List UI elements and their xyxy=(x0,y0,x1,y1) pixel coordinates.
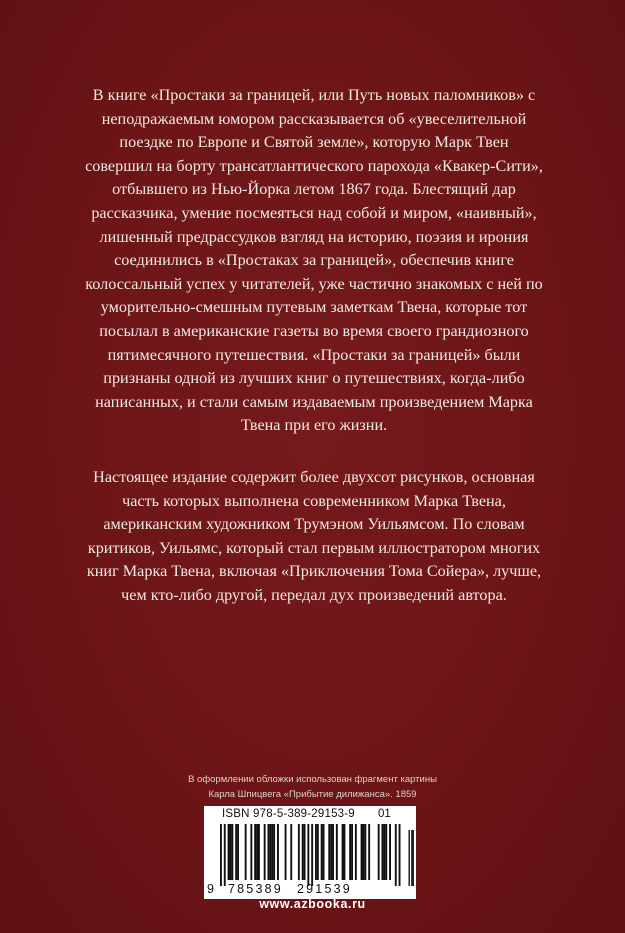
barcode-bar-14 xyxy=(269,824,271,880)
barcode-bar-3 xyxy=(230,824,232,880)
barcode-bar-0 xyxy=(220,824,222,886)
isbn-number: ISBN 978-5-389-29153-9 xyxy=(222,808,355,820)
barcode-bar-39 xyxy=(363,824,365,880)
publisher-website[interactable]: www.azbooka.ru xyxy=(259,897,366,911)
barcode-bar-18 xyxy=(285,824,287,880)
isbn-barcode xyxy=(204,806,416,899)
barcode-bar-44 xyxy=(383,824,385,880)
barcode-bar-19 xyxy=(290,824,292,880)
barcode-bar-27 xyxy=(321,824,323,880)
barcode-bar-1 xyxy=(224,824,226,886)
barcode-bar-24 xyxy=(311,824,313,886)
barcode-bar-46 xyxy=(389,824,391,880)
barcode-bar-26 xyxy=(317,824,319,880)
barcode-bar-29 xyxy=(328,824,330,880)
barcode-bar-34 xyxy=(344,824,346,880)
barcode-bar-7 xyxy=(245,824,247,880)
barcode-bar-20 xyxy=(298,824,300,880)
barcode-bar-21 xyxy=(302,824,304,880)
barcode-bar-4 xyxy=(231,824,233,880)
credit-line-2: Карла Шпицвега «Прибытие дилижанса». 1859 xyxy=(208,789,417,800)
barcode-bar-16 xyxy=(273,824,275,880)
addon-bar-2 xyxy=(411,830,412,886)
barcode-bar-10 xyxy=(256,824,258,880)
barcode-bar-2 xyxy=(228,824,230,880)
barcode-bar-5 xyxy=(235,824,237,880)
barcode-bar-36 xyxy=(351,824,353,880)
barcode-bar-37 xyxy=(355,824,357,880)
barcode-bar-15 xyxy=(271,824,273,880)
barcode-left-group: 785389 xyxy=(228,882,283,896)
barcode-bar-47 xyxy=(395,824,397,886)
annotation-paragraph-2: Настоящее издание содержит более двухсот рисунков, основная часть которых выполнена современником Марка Твена, американским художником Трумэном Уильямсом. По словам критиков, Уильямс, который стал первым иллюстратором многих книг Марка Твена, включая «Приключения Тома Сойера», лучше, чем кто-либо другой, передал дух произведений автора. xyxy=(86,467,542,604)
barcode-digits xyxy=(204,882,416,898)
barcode-bar-9 xyxy=(254,824,256,880)
barcode-bar-38 xyxy=(361,824,363,880)
barcode-bar-22 xyxy=(304,824,306,880)
addon-bar-0 xyxy=(409,830,410,886)
barcode-bar-35 xyxy=(349,824,351,880)
barcode-bar-40 xyxy=(364,824,366,880)
barcode-bar-43 xyxy=(382,824,384,880)
isbn-addon-code: 01 xyxy=(378,808,391,820)
barcode-bar-42 xyxy=(378,824,380,880)
barcode-bar-28 xyxy=(323,824,325,880)
credit-line-1: В оформлении обложки использован фрагмент картины xyxy=(188,774,437,785)
barcode-bar-12 xyxy=(264,824,266,880)
barcode-bar-32 xyxy=(336,824,338,880)
barcode-bars xyxy=(204,824,416,886)
annotation-paragraph-1: В книге «Простаки за границей, или Путь новых паломников» с неподражаемым юмором рассказывается об «увеселительной поездке по Европе и Святой земле», которую Марк Твен совершил на борту трансатлантического парохода «Квакер-Сити», отбывшего из Нью-Йорка летом 1867 года. Блестящий дар рассказчика, умение посмеяться над собой и миром, «наивный», лишенный предрассудков взгляд на историю, поэзия и ирония соединились в «Простаках за границей», обеспечив книге колоссальный успех у читателей, уже частично знакомых с ней по уморительно-смешным путевым заметкам Твена, которые тот посылал в американские газеты во время своего грандиозного пятимесячного путешествия. «Простаки за границей» были признаны одной из лучших книг о путешествиях, когда-либо написанных, и стали самым издаваемым произведением Марка Твена при его жизни. xyxy=(85,86,543,435)
barcode-bar-8 xyxy=(250,824,252,880)
addon-bar-3 xyxy=(413,830,414,886)
barcode-bar-41 xyxy=(368,824,370,880)
barcode-bar-17 xyxy=(277,824,279,880)
barcode-bar-48 xyxy=(399,824,401,886)
cover-art-credit xyxy=(0,772,625,802)
barcode-bar-33 xyxy=(342,824,344,880)
barcode-bar-13 xyxy=(268,824,270,880)
barcode-bar-23 xyxy=(307,824,309,886)
isbn-line xyxy=(204,808,416,822)
barcode-bar-31 xyxy=(332,824,334,880)
barcode-bar-45 xyxy=(385,824,387,880)
barcode-bar-11 xyxy=(258,824,260,880)
barcode-right-group: 291539 xyxy=(297,882,352,896)
barcode-bar-6 xyxy=(237,824,239,880)
barcode-bar-25 xyxy=(315,824,317,880)
barcode-first-digit: 9 xyxy=(207,882,214,896)
barcode-bar-30 xyxy=(330,824,332,880)
annotation-text xyxy=(84,84,544,635)
